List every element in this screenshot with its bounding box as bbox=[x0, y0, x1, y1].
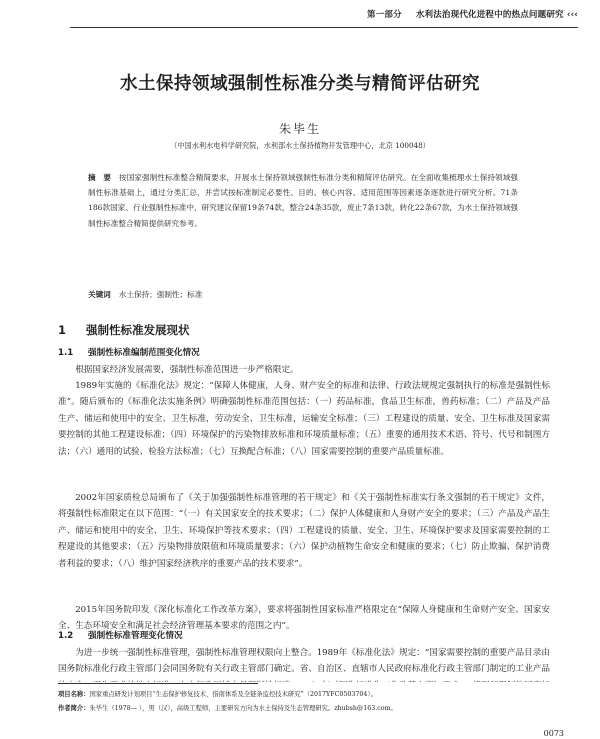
subsection-title: 强制性标准编制范围变化情况 bbox=[88, 348, 200, 358]
footnote-author bbox=[58, 703, 558, 715]
abstract-text: 按国家强制性标准整合精简要求，开展水土保持领域强制性标准分类和精简评估研究。在全面收集梳理水土保持领域强制性标准基础上，通过分类汇总，并尝试按标准制定必要性、目的、核心内容、适用范围等因素逐条逐款进行研究分析。71条186款国家、行业强制性标准中，研究建议保留19条74款，整合24条35款，废止7条13款，转化22条67款，为水土保持领域强制性标准整合精简提供研究参考。 bbox=[88, 173, 519, 228]
header-rule bbox=[70, 27, 578, 28]
author-name: 朱毕生 bbox=[278, 122, 321, 136]
keywords-text: 水土保持；强制性；标准 bbox=[118, 290, 203, 299]
section-number: 1 bbox=[58, 323, 67, 337]
author-affiliation: （中国水利水电科学研究院，水利部水土保持植物开发管理中心，北京 100048） bbox=[170, 141, 430, 150]
footnote-project bbox=[58, 689, 558, 701]
header-part: 第一部分 bbox=[367, 10, 402, 20]
keywords bbox=[88, 288, 518, 302]
running-header bbox=[367, 8, 578, 20]
body-paragraph: 2002年国家质检总局颁布了《关于加强强制性标准管理的若干规定》和《关于强制性标准实行条文强制的若干规定》文件，将强制性标准限定在以下范围：“（一）有关国家安全的技术要求；（二）保护人体健康和人身财产安全的要求；（三）产品及产品生产、储运和使用中的安全、卫生、环境保护等技术要求；（四）工程建设的质量、安全、卫生、环境保护要求及国家需要控制的工程建设的其他要求；（五）污染物排放限值和环境质量要求；（六）保护动植物生命安全和健康的要求；（七）防止欺骗、保护消费者利益的要求；（八）维护国家经济秩序的重要产品的技术要求”。 bbox=[58, 493, 550, 569]
chevron-left-icon: ‹‹‹ bbox=[566, 10, 578, 20]
subsection-number: 1.1 bbox=[58, 348, 74, 358]
footnote-rule bbox=[58, 683, 258, 684]
body-paragraph: 根据国家经济发展需要，强制性标准范围进一步严格限定。 bbox=[75, 365, 299, 375]
abstract bbox=[88, 170, 518, 231]
body-paragraph: 1989年实施的《标准化法》规定：“保障人体健康，人身、财产安全的标准和法律、行政法规规定强制执行的标准是强制性标准”。随后颁布的《标准化法实施条例》明确强制性标准范围包括：（一）药品标准，食品卫生标准，兽药标准；（二）产品及产品生产、储运和使用中的安全、卫生标准，劳动安全、卫生标准，运输安全标准；（三）工程建设的质量、安全、卫生标准及国家需要控制的其他工程建设标准；（四）环境保护的污染物排放标准和环境质量标准；（五）重要的通用技术术语、符号、代号和制图方法；（六）通用的试验、检验方法标准；（七）互换配合标准；（八）国家需要控制的重要产品质量标准。 bbox=[58, 381, 550, 457]
header-theme: 水利法治现代化进程中的热点问题研究 bbox=[415, 10, 564, 20]
footnote-text: 朱毕生（1978— ），男（汉），高级工程师，主要研究方向为水土保持及生态管理研究。zhubsh@163.com。 bbox=[89, 705, 397, 712]
body-paragraph: 为进一步统一强制性标准管理，强制性标准管理权限向上整合。1989年《标准化法》规定：“国家需要控制的重要产品目录由国务院标准化行政主管部门会同国务院有关行政主管部门确定。省、自治区、直辖市人民政府标准化行政主管部门制定的工业产品 bbox=[58, 648, 550, 675]
keywords-label: 关键词 bbox=[88, 290, 111, 299]
subsection-title: 强制性标准管理变化情况 bbox=[88, 631, 183, 641]
subsection-heading-1-2 bbox=[58, 629, 183, 641]
body-paragraph: 2015年国务院印发《深化标准化工作改革方案》，要求将强制性国家标准严格限定在“保障人身健康和生命财产安全、国家安全、生态环境安全和满足社会经济管理基本要求的范围之内”。 bbox=[58, 605, 550, 632]
footnote-label: 项目名称： bbox=[58, 691, 90, 698]
subsection-heading-1-1 bbox=[58, 346, 200, 358]
abstract-label: 摘 要 bbox=[88, 173, 112, 182]
footnote-text: 国家重点研发计划项目“生态保护修复技术、指南体系及全链条监控技术研究”（2017YFC0503704）。 bbox=[89, 691, 377, 698]
section-title: 强制性标准发展现状 bbox=[86, 323, 190, 337]
page-number: 0073 bbox=[543, 729, 564, 738]
section-heading bbox=[58, 322, 190, 338]
footnote-label: 作者简介： bbox=[58, 705, 90, 712]
subsection-number: 1.2 bbox=[58, 631, 74, 641]
paper-title: 水土保持领域强制性标准分类与精简评估研究 bbox=[120, 74, 480, 94]
